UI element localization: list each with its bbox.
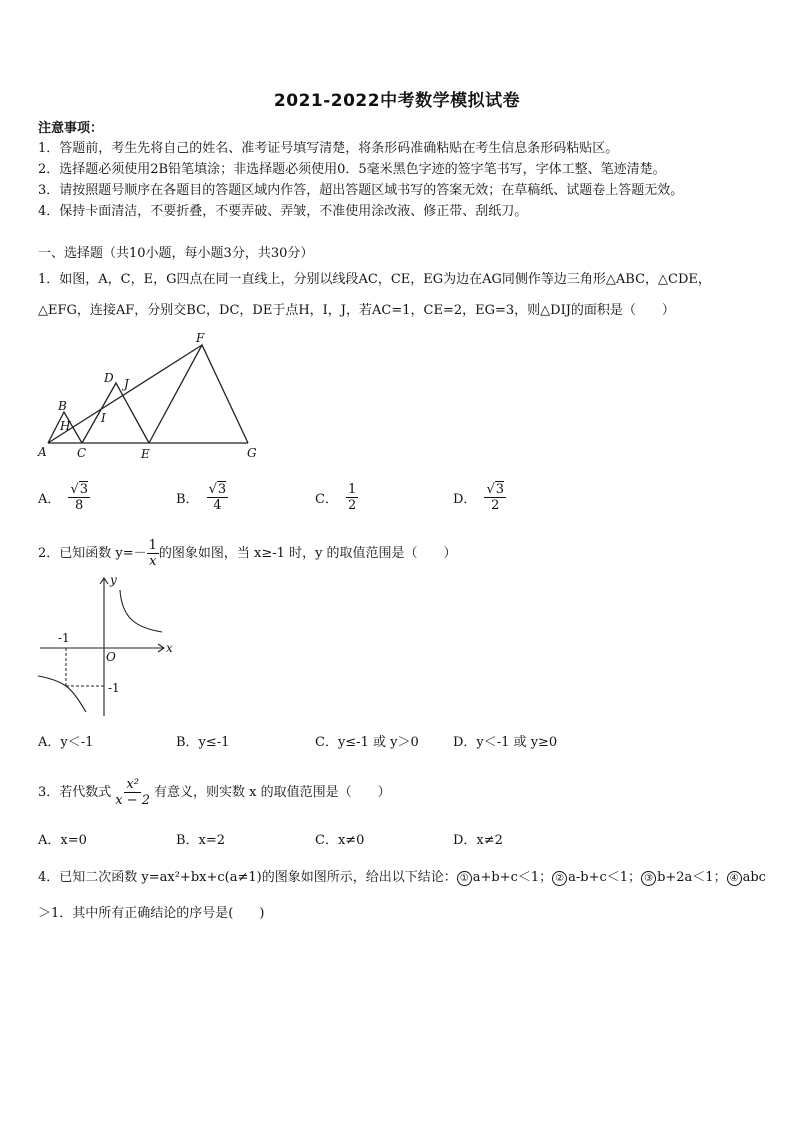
y-axis-label: y [110,573,117,587]
denominator: x − 2 [115,793,151,808]
denominator: 2 [491,498,500,513]
option-fraction [207,482,229,513]
circled-three-icon: ③ [641,871,656,886]
numerator: 1 [347,482,357,497]
option-fraction [346,482,358,513]
section-heading: 一、选择题（共10小题，每小题3分，共30分） [38,246,314,261]
point-label-H: H [60,419,71,433]
q4-text-line1 [38,870,766,886]
q1-option-c[interactable] [315,482,358,513]
q2-prefix: 2．已知函数 y=－ [38,545,147,561]
q2-option-b[interactable]: B．y≤-1 [176,735,230,750]
point-label-I: I [101,411,106,425]
q1-option-b[interactable] [176,482,228,513]
notice-item: 2．选择题必须使用2B铅笔填涂；非选择题必须使用0．5毫米黑色字迹的签字笔书写，字体工整、笔迹清楚。 [38,162,666,177]
point-label-J: J [124,377,129,391]
q4-conclusion-4: abc [742,870,766,885]
notice-item: 3．请按照题号顺序在各题目的答题区域内作答，超出答题区域书写的答案无效；在草稿纸、试题卷上答题无效。 [38,183,684,198]
denominator: 8 [75,498,84,513]
q2-option-a[interactable]: A．y＜-1 [38,735,94,750]
point-label-F: F [196,331,205,345]
page-title: 2021-2022中考数学模拟试卷 [273,91,521,111]
radicand: 3 [495,482,505,497]
q3-prefix: 3．若代数式 [38,784,112,800]
option-letter: C． [315,492,338,507]
notice-item: 4．保持卡面清洁，不要折叠，不要弄破、弄皱，不准使用涂改液、修正带、刮纸刀。 [38,204,528,219]
q4-conclusion-3: b+2a＜1； [657,870,727,885]
q4-conclusion-2: a-b+c＜1； [568,870,642,885]
x-axis-label: x [166,641,173,655]
point-label-A: A [38,445,47,459]
circled-two-icon: ② [552,871,567,886]
numerator: x² [126,777,139,792]
q4-prefix: 4．已知二次函数 y=ax²+bx+c(a≠1)的图象如图所示，给出以下结论： [38,870,457,885]
q3-option-c[interactable]: C．x≠0 [315,833,365,848]
option-letter: B． [176,492,199,507]
notice-heading: 注意事项： [38,121,104,136]
option-letter: D． [453,492,477,507]
denominator: 4 [213,498,222,513]
denominator: 2 [347,498,357,513]
q2-option-d[interactable]: D．y＜-1 或 y≥0 [453,735,558,750]
circled-one-icon: ① [457,871,472,886]
denominator: x [149,554,157,569]
notice-item: 1．答题前，考生先将自己的姓名、准考证号填写清楚，将条形码准确粘贴在考生信息条形码粘贴区。 [38,141,619,156]
option-fraction [484,482,506,513]
q4-text-line2: ＞1．其中所有正确结论的序号是( ) [38,906,265,921]
point-label-E: E [141,447,150,461]
q4-conclusion-1: a+b+c＜1； [472,870,553,885]
q3-option-a[interactable]: A．x=0 [38,833,87,848]
sqrt-icon: √ [208,482,217,497]
origin-label: O [106,650,116,664]
option-letter: A． [38,492,61,507]
x-tick-label: -1 [58,631,70,645]
circled-four-icon: ④ [727,871,742,886]
q2-hyperbola-graph [36,572,176,720]
q2-fraction [147,538,159,569]
point-label-G: G [247,446,257,460]
q2-option-c[interactable]: C．y≤-1 或 y＞0 [315,735,419,750]
q2-suffix: 的图象如图，当 x≥-1 时，y 的取值范围是（ ） [158,545,457,561]
point-label-C: C [77,446,87,460]
radicand: 3 [217,482,227,497]
q3-suffix: 有意义，则实数 x 的取值范围是（ ） [154,784,391,800]
q1-text-line2: △EFG，连接AF，分别交BC，DC，DE于点H，I，J，若AC=1，CE=2，EG=3，则△DIJ的面积是（ ） [38,303,675,318]
q1-option-d[interactable] [453,482,506,513]
q3-fraction [113,777,152,808]
q3-option-d[interactable]: D．x≠2 [453,833,503,848]
q2-text [38,538,457,569]
point-label-D: D [104,371,114,385]
q3-option-b[interactable]: B．x=2 [176,833,226,848]
radicand: 3 [79,482,88,497]
q3-text [38,777,391,808]
q1-triangle-figure [36,330,266,462]
q1-text-line1: 1．如图，A，C，E，G四点在同一直线上，分别以线段AC，CE，EG为边在AG同侧作等边三角形△ABC，△CDE， [38,272,711,287]
point-label-B: B [58,399,67,413]
option-fraction [68,482,90,513]
sqrt-icon: √ [70,482,79,497]
y-tick-label: -1 [108,681,120,695]
sqrt-icon: √ [486,482,495,497]
numerator: 1 [148,538,157,553]
q1-option-a[interactable] [38,482,90,513]
